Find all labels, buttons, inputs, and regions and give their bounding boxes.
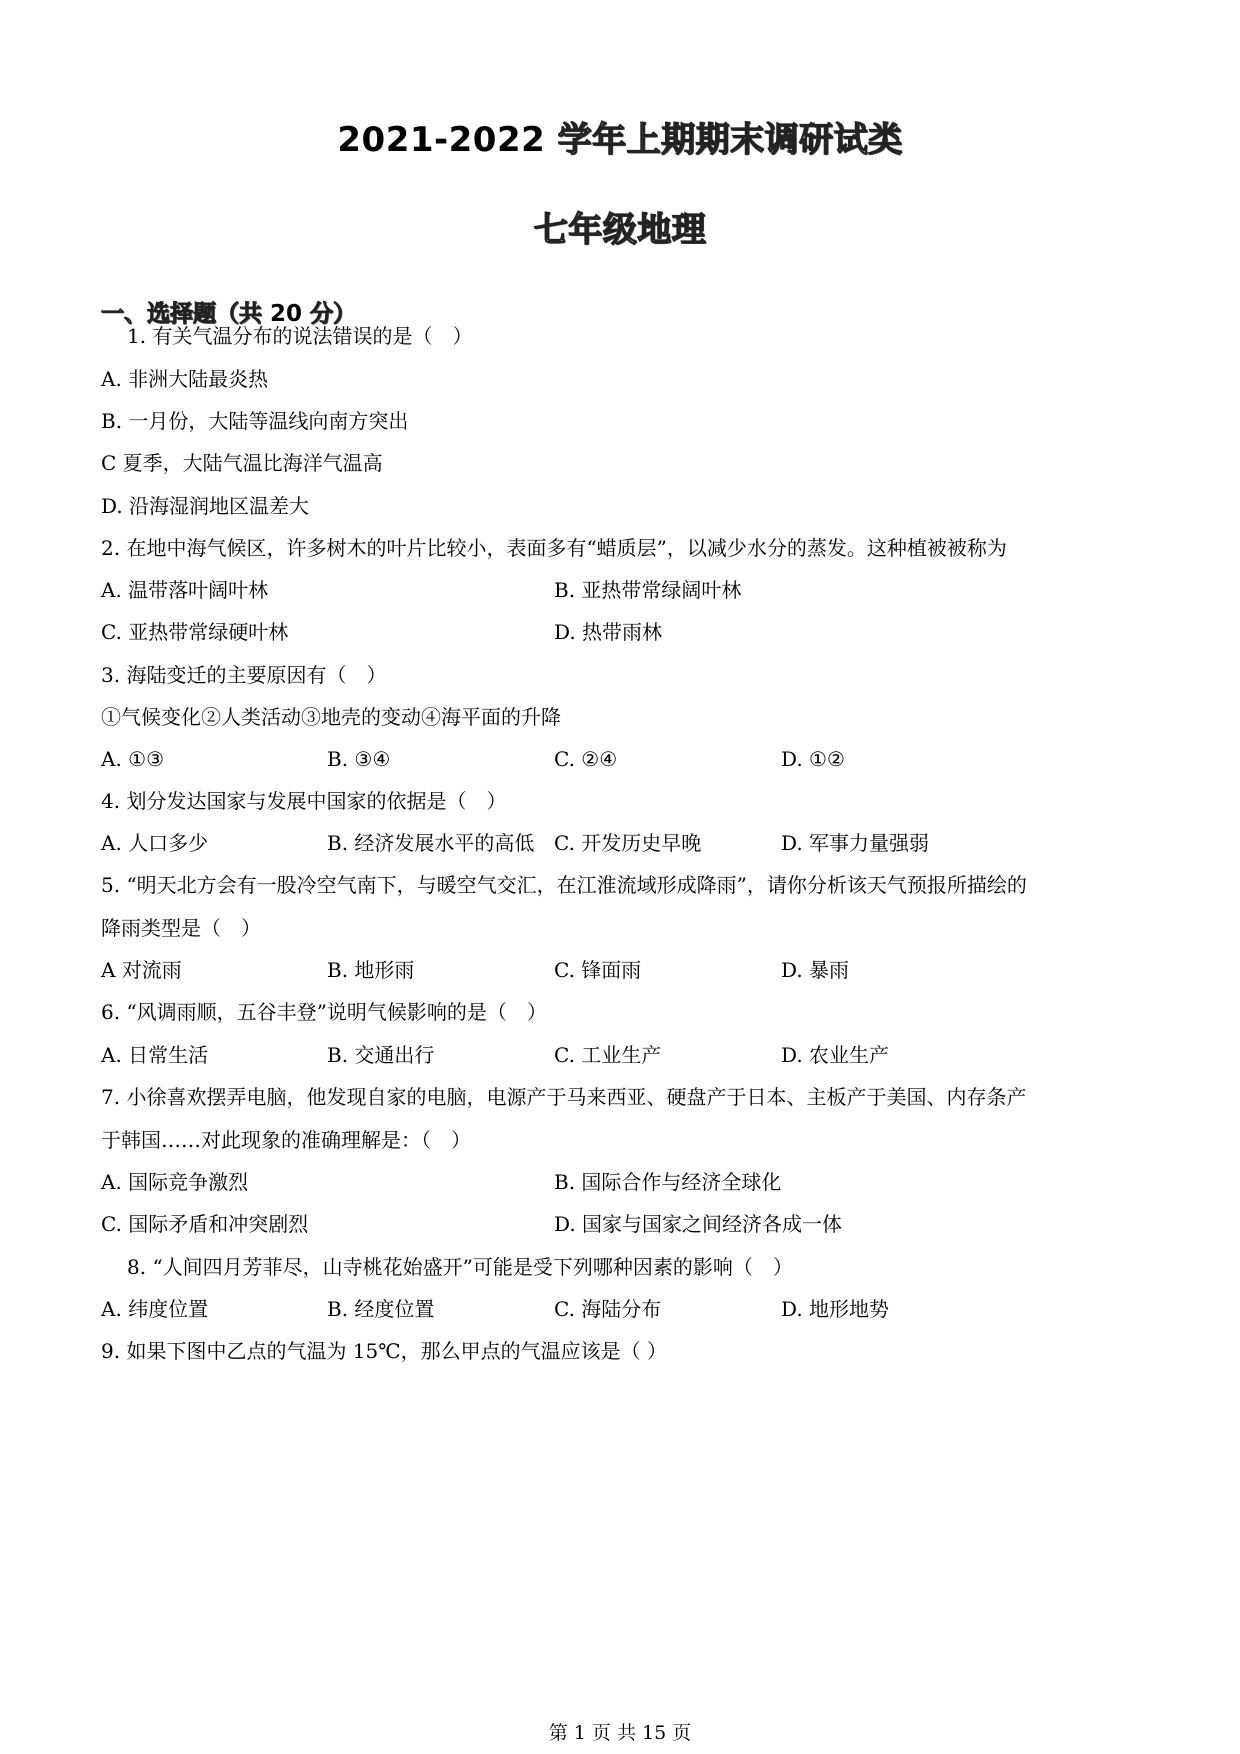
question-6-option-d: D. 农业生产 [781,1043,890,1067]
question-1-option-c: C 夏季，大陆气温比海洋气温高 [101,451,383,475]
question-5-stem: 5. “明天北方会有一股冷空气南下，与暖空气交汇，在江淮流域形成降雨”，请你分析该天气预报所描绘的 [101,873,1027,897]
question-4-stem: 4. 划分发达国家与发展中国家的依据是（ ） [101,789,507,813]
question-7-stem: 7. 小徐喜欢摆弄电脑，他发现自家的电脑，电源产于马来西亚、硬盘产于日本、主板产于美国、内存条产 [101,1085,1027,1109]
question-4-option-d: D. 军事力量强弱 [781,831,930,855]
document-title [0,112,1240,161]
question-1-option-b: B. 一月份，大陆等温线向南方突出 [101,409,409,433]
question-5-stem-cont: 降雨类型是（ ） [101,916,261,940]
question-4-option-c: C. 开发历史早晚 [554,831,702,855]
question-3-option-a: A. ①③ [101,747,165,771]
question-5-option-a: A 对流雨 [101,958,182,982]
question-1-option-d: D. 沿海湿润地区温差大 [101,494,310,518]
subtitle-text: 七年级地理 [533,210,707,250]
question-7-stem-cont: 于韩国……对此现象的准确理解是：（ ） [101,1128,471,1152]
question-1-stem: 1. 有关气温分布的说法错误的是（ ） [127,324,473,348]
question-7-option-b: B. 国际合作与经济全球化 [554,1170,782,1194]
question-9-stem: 9. 如果下图中乙点的气温为 15℃，那么甲点的气温应该是（ ） [101,1339,667,1363]
question-3-option-b: B. ③④ [327,747,391,771]
question-2-option-c: C. 亚热带常绿硬叶林 [101,620,289,644]
question-2-stem: 2. 在地中海气候区，许多树木的叶片比较小，表面多有“蜡质层”，以减少水分的蒸发。这种植被被称为 [101,536,1007,560]
question-5-option-b: B. 地形雨 [327,958,415,982]
document-subtitle [0,202,1240,251]
question-3-statements: ①气候变化②人类活动③地壳的变动④海平面的升降 [101,705,561,729]
question-7-option-c: C. 国际矛盾和冲突剧烈 [101,1212,309,1236]
section-points: 20 [270,301,303,327]
question-6-stem: 6. “风调雨顺，五谷丰登”说明气候影响的是（ ） [101,1000,547,1024]
question-3-option-d: D. ①② [781,747,845,771]
question-8-option-c: C. 海陆分布 [554,1297,662,1321]
question-7-option-a: A. 国际竞争激烈 [101,1170,249,1194]
question-2-option-d: D. 热带雨林 [554,620,663,644]
question-8-stem: 8. “人间四月芳菲尽，山寺桃花始盛开”可能是受下列哪种因素的影响（ ） [127,1255,793,1279]
page-number: 第 1 页 共 15 页 [548,1722,692,1744]
question-3-stem: 3. 海陆变迁的主要原因有（ ） [101,663,387,687]
question-8-option-a: A. 纬度位置 [101,1297,209,1321]
question-7-option-d: D. 国家与国家之间经济各成一体 [554,1212,843,1236]
question-6-option-b: B. 交通出行 [327,1043,435,1067]
question-5-option-d: D. 暴雨 [781,958,850,982]
question-2-option-b: B. 亚热带常绿阔叶林 [554,578,742,602]
question-6-option-c: C. 工业生产 [554,1043,662,1067]
question-4-option-a: A. 人口多少 [101,831,209,855]
question-1-option-a: A. 非洲大陆最炎热 [101,367,269,391]
question-6-option-a: A. 日常生活 [101,1043,209,1067]
question-3-option-c: C. ②④ [554,747,618,771]
question-5-option-c: C. 锋面雨 [554,958,642,982]
section-heading: 一、选择题（共 20 分） [101,301,357,327]
question-4-option-b: B. 经济发展水平的高低 [327,831,535,855]
question-2-option-a: A. 温带落叶阔叶林 [101,578,269,602]
question-8-option-b: B. 经度位置 [327,1297,435,1321]
title-year: 2021-2022 [337,120,546,160]
title-text: 学年上期期末调研试类 [557,120,903,160]
question-8-option-d: D. 地形地势 [781,1297,890,1321]
